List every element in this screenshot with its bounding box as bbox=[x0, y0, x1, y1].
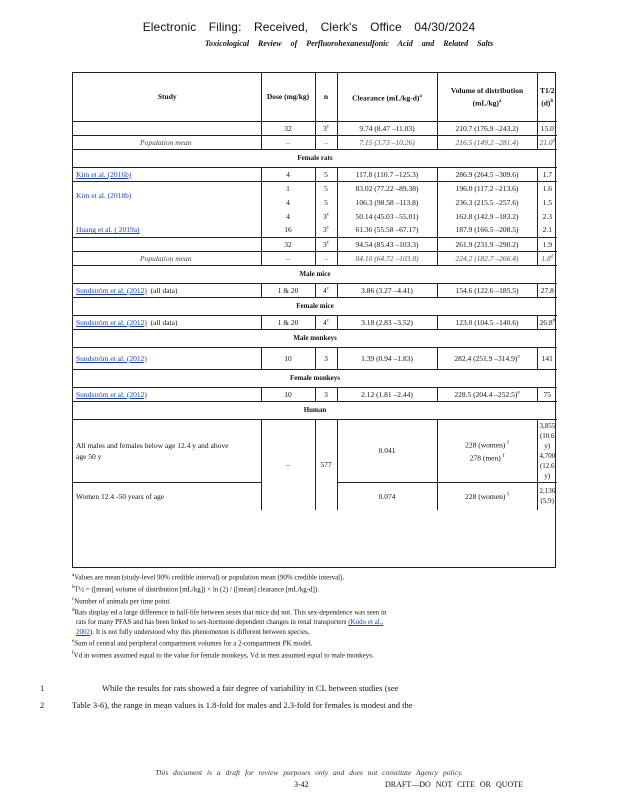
table-row: 4 5 106.3 (98.58 –113.8) 236.3 (215.5 –257.6) 1.5 bbox=[73, 195, 557, 209]
footnote-d: $^d$Rats display ed a large difference in half-life between sexes that mice did not. This sex-dependence was seen in bbox=[72, 608, 387, 617]
table-row: All males and females below age 12.4 y and above age 50 y – 577 0.041 228 (women) $^f$ 278 (men) $^f$ 3,855 (10.6 y) 4,700 (12.6 y) bbox=[73, 419, 557, 482]
document-title: Toxicological Review of Perfluorohexanesulfonic Acid and Related Salts bbox=[204, 39, 494, 48]
pk-parameters-table bbox=[72, 72, 556, 568]
citation-link[interactable]: Sundström et al. (2012) bbox=[76, 317, 147, 327]
kudo-citation-link[interactable]: (Kudo et al., bbox=[348, 618, 384, 627]
filing-stamp: Electronic Filing: Received, Clerk's Office 04/30/2024 bbox=[142, 20, 476, 34]
body-line-1: 1 While the results for rats showed a fair degree of variability in CL between studies (see bbox=[40, 683, 399, 693]
section-female-monkeys: Female monkeys bbox=[73, 369, 557, 387]
citation-link[interactable]: Sundström et al. (2012) bbox=[76, 353, 147, 363]
citation-link[interactable]: Sundström et al. (2012) bbox=[76, 389, 147, 399]
citation-text: Kim et al. (2018b) bbox=[76, 190, 132, 200]
section-male-monkeys: Male monkeys bbox=[73, 329, 557, 347]
table-row: 32 3$^c$ 9.74 (8.47 –11.03) 210.7 (176.9 –243.2) 15.0 bbox=[73, 121, 557, 135]
section-human: Human bbox=[73, 401, 557, 419]
table-row: Sundström et al. (2012) (all data) 1 & 20 4$^c$ 3.18 (2.83 –3.52) 123.0 (104.5 –140.6) 26.8$^d$ bbox=[73, 315, 557, 329]
kudo-year-link[interactable]: 2002 bbox=[76, 627, 90, 636]
col-n: n bbox=[315, 73, 337, 121]
line-number: 2 bbox=[40, 700, 45, 710]
footnote-f: $^f$Vd in women assumed equal to the value for female monkeys, Vd in men assumed equal to male monkeys. bbox=[72, 651, 374, 660]
footnote-c: $^c$Number of animals per time point. bbox=[72, 596, 172, 605]
page-number: 3-42 bbox=[294, 780, 309, 789]
col-clearance: Clearance $(mL/kg-d)^a$ bbox=[337, 73, 437, 121]
table-row: 4 3$^c$ 50.14 (45.03 –55.01) 162.8 (142.9 –183.2) 2.3 bbox=[73, 209, 557, 223]
section-male-mice: Male mice bbox=[73, 265, 557, 283]
body-line-2: 2 Table 3-6), the range in mean values is 1.8-fold for males and 2.3-fold for females is modest and the bbox=[40, 700, 413, 710]
col-volume-distribution: Volume of distribution $(mL/kg)^a$ bbox=[437, 73, 537, 121]
table-row: 32 3$^c$ 94.54 (85.43 –103.3) 261.9 (231.9 –290.2) 1.9 bbox=[73, 237, 557, 251]
col-dose: Dose (mg/kg) bbox=[261, 73, 315, 121]
table-row: Kim et al. (2018b) 1 5 83.02 (77.22 –89.38) 196.0 (117.2 –213.6) 1.6 bbox=[73, 181, 557, 195]
col-half-life: T1/2 $(d)^b$ bbox=[537, 73, 557, 121]
table-row: Sundström et al. (2012) 10 3 1.39 (0.94 –1.83) 282.4 (251.9 –314.9)$^e$ 141 bbox=[73, 347, 557, 369]
table-row: Women 12.4 -50 years of age 0.074 228 (women) $^f$ 2,136 (5.9) bbox=[73, 482, 557, 510]
col-study: Study bbox=[157, 92, 177, 102]
section-female-mice: Female mice bbox=[73, 297, 557, 315]
citation-link[interactable]: Kim et al. (2016b) bbox=[76, 169, 132, 179]
line-number: 1 bbox=[40, 683, 45, 693]
population-mean-row: Population mean – – 84.10 (64.72 –103.8) 224.2 (182.7 –266.4) 1.8$^d$ bbox=[73, 251, 557, 265]
table-row: Kim et al. (2016b) 4 5 117.8 (110.7 –125.3) 286.9 (264.5 –309.6) 1.7 bbox=[73, 167, 557, 181]
population-mean-row: Population mean – – 7.15 (3.73 –10.26) 216.5 (149.2 –281.4) 21.0$^d$ bbox=[73, 135, 557, 149]
draft-disclaimer: This document is a draft for review purposes only and does not constitute Agency policy. bbox=[155, 768, 463, 777]
footnote-b: $^b$T½ = ([mean] volume of distribution [mL/kg]) × ln (2) / ([mean] clearance [mL/kg-d]). bbox=[72, 584, 319, 594]
table-row: Sundström et al. (2012) 10 3 2.12 (1.81 –2.44) 228.5 (204.4 –252.5)$^e$ 75 bbox=[73, 387, 557, 401]
table-row: Sundström et al. (2012) (all data) 1 & 20 4$^c$ 3.86 (3.27 –4.41) 154.6 (122.6 –185.5) 27.8 bbox=[73, 283, 557, 297]
table-row: Huang et al. ( 2019a) 16 3$^c$ 61.36 (55.58 –67.17) 187.9 (166.5 –208.5) 2.1 bbox=[73, 223, 557, 237]
citation-link[interactable]: Sundström et al. (2012) bbox=[76, 285, 147, 295]
citation-link[interactable]: Huang et al. ( 2019a) bbox=[76, 225, 140, 235]
footnote-a: $^a$Values are mean (study-level 90% credible interval) or population mean (90% credible interval). bbox=[72, 573, 345, 582]
table-footnotes: $^a$Values are mean (study-level 90% credible interval) or population mean (90% credible interval). $^b$T½ = ([mean] volume of distribution [mL/kg]) × ln (2) / ([mean] clearance [mL/kg-d]). $^c$Number of animals per time point. $^d$Rats display ed a large difference in half-life between sexes that mice did not. This sex-dependence was seen in rats for many PFAS and has been linked to sex-hormone dependent changes in renal transporters (Kudo et al., 2002). It is not fully understood why this phenomenon is different between species. $^e$Sum of central and peripheral compartment volumes for a 2-compartment PK model. $^f$Vd in women assumed equal to the value for female monkeys, Vd in men assumed equal to male monkeys. bbox=[72, 571, 562, 661]
footnote-e: $^e$Sum of central and peripheral compartment volumes for a 2-compartment PK model. bbox=[72, 639, 313, 648]
draft-notice: DRAFT—DO NOT CITE OR QUOTE bbox=[385, 780, 524, 789]
section-female-rats: Female rats bbox=[73, 149, 557, 167]
